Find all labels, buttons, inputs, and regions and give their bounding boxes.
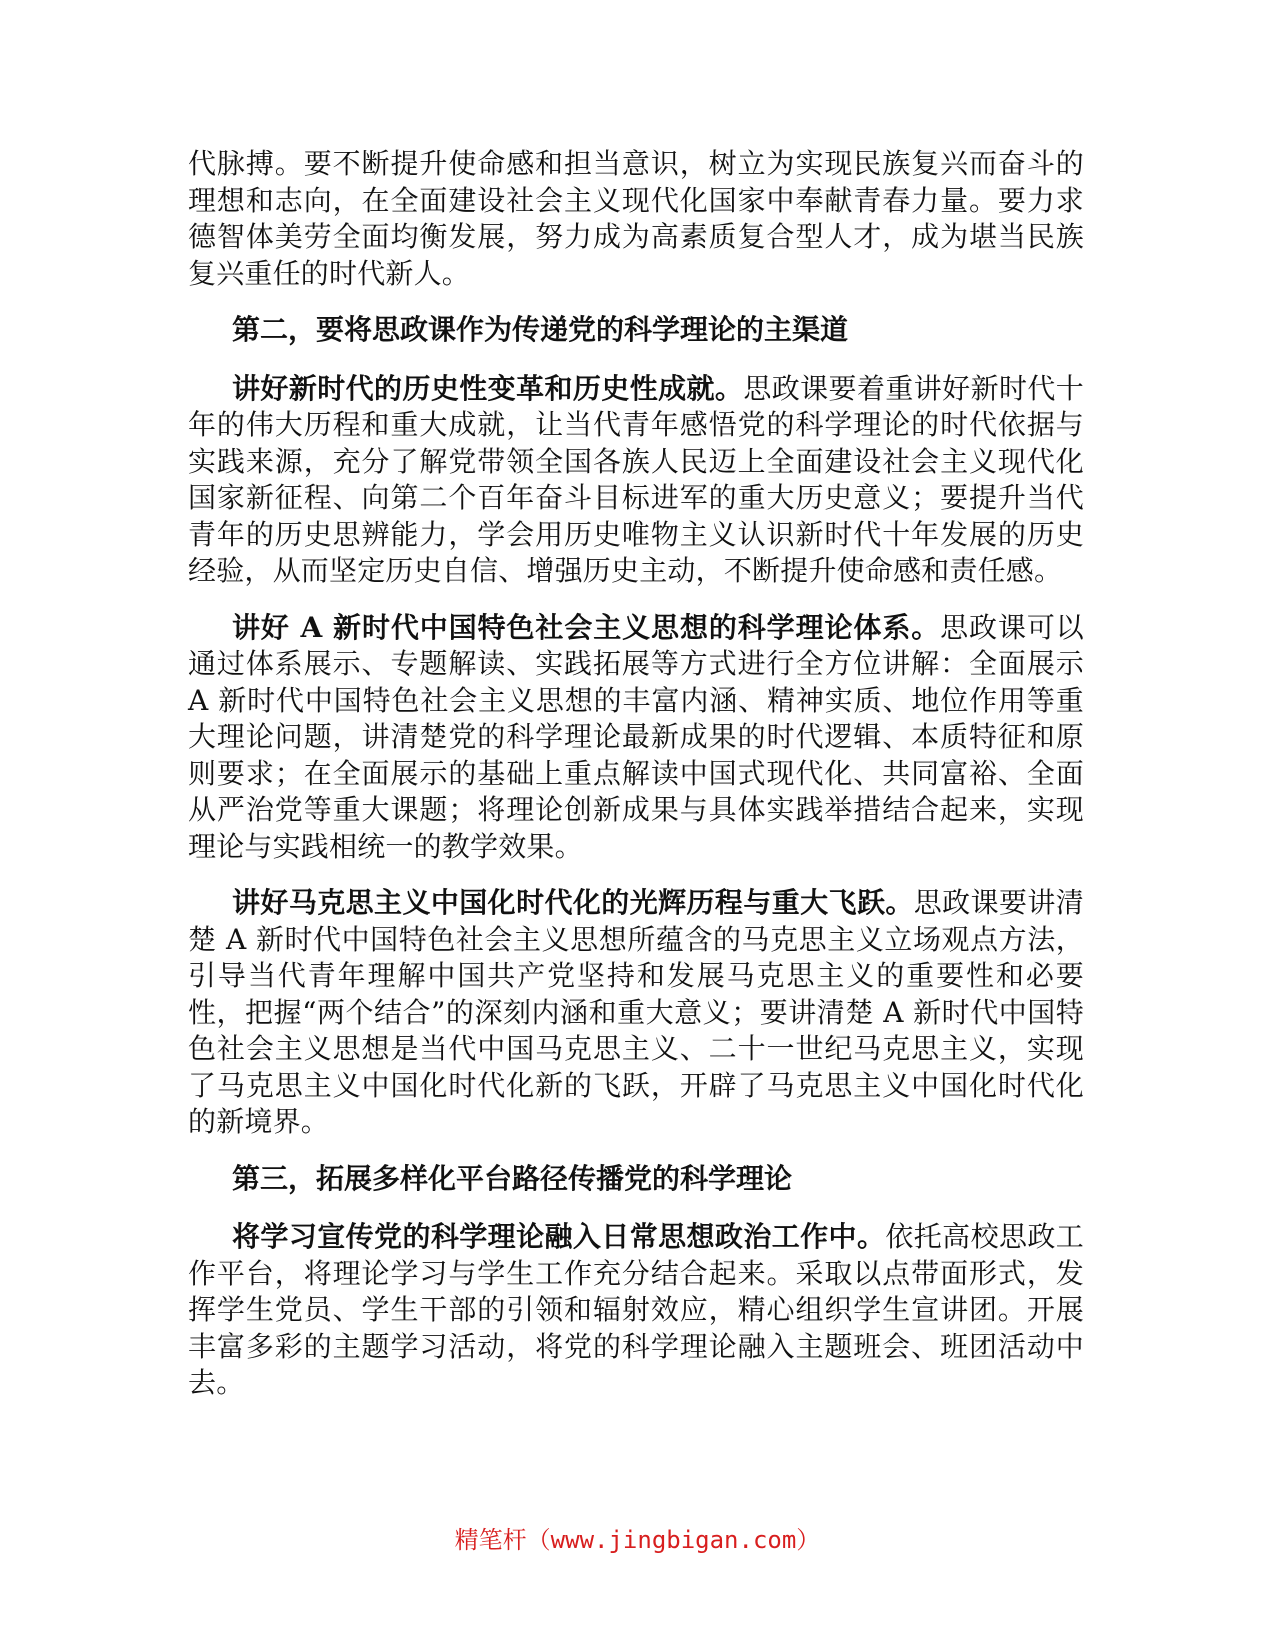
paragraph-theory-system <box>188 610 1084 866</box>
section-heading-second: 第二，要将思政课作为传递党的科学理论的主渠道 <box>232 313 849 346</box>
paragraph-lead: 讲好 A 新时代中国特色社会主义思想的科学理论体系。 <box>232 610 941 644</box>
paragraph-text: 依托高校思政工作平台，将理论学习与学生工作充分结合起来。采取以点带面形式，发挥学生党员、学生干部的引领和辐射效应，精心组织学生宣讲团。开展丰富多彩的主题学习活动，将党的科学理论融入主题班会、班团活动中去。 <box>188 1220 1084 1399</box>
paragraph-text: 思政课可以通过体系展示、专题解读、实践拓展等方式进行全方位讲解：全面展示 A 新时代中国特色社会主义思想的丰富内涵、精神实质、地位作用等重大理论问题，讲清楚党的科学理论最新成果的时代逻辑、本质特征和原则要求；在全面展示的基础上重点解读中国式现代化、共同富裕、全面从严治党等重大课题；将理论创新成果与具体实践举措结合起来，实现理论与实践相统一的教学效果。 <box>188 610 1084 863</box>
paragraph-lead: 讲好新时代的历史性变革和历史性成就。 <box>232 371 744 405</box>
paragraph-marxism-sinicization <box>188 885 1084 1141</box>
paragraph-text: 思政课要讲清楚 A 新时代中国特色社会主义思想所蕴含的马克思主义立场观点方法，引导当代青年理解中国共产党坚持和发展马克思主义的重要性和必要性，把握“两个结合”的深刻内涵和重大意义；要讲清楚 A 新时代中国特色社会主义思想是当代中国马克思主义、二十一世纪马克思主义，实现了马克思主义中国化时代化新的飞跃，开辟了马克思主义中国化时代化的新境界。 <box>188 886 1084 1138</box>
footer-watermark: 精笔杆（www.jingbigan.com） <box>454 1526 821 1554</box>
paragraph-historic-achievements <box>188 371 1084 590</box>
paragraph-continuation: 代脉搏。要不断提升使命感和担当意识，树立为实现民族复兴而奋斗的理想和志向，在全面建设社会主义现代化国家中奉献青春力量。要力求德智体美劳全面均衡发展，努力成为高素质复合型人才，成为堪当民族复兴重任的时代新人。 <box>188 147 1084 290</box>
paragraph-text: 思政课要着重讲好新时代十年的伟大历程和重大成就，让当代青年感悟党的科学理论的时代依据与实践来源，充分了解党带领全国各族人民迈上全面建设社会主义现代化国家新征程、向第二个百年奋斗目标进军的重大历史意义；要提升当代青年的历史思辨能力，学会用历史唯物主义认识新时代十年发展的历史经验，从而坚定历史自信、增强历史主动，不断提升使命感和责任感。 <box>188 371 1084 587</box>
paragraph-daily-work <box>188 1219 1084 1402</box>
paragraph-lead: 将学习宣传党的科学理论融入日常思想政治工作中。 <box>232 1220 886 1253</box>
paragraph-lead: 讲好马克思主义中国化时代化的光辉历程与重大飞跃。 <box>232 886 914 919</box>
document-body <box>188 146 1084 1422</box>
section-heading-third: 第三，拓展多样化平台路径传播党的科学理论 <box>232 1161 793 1195</box>
